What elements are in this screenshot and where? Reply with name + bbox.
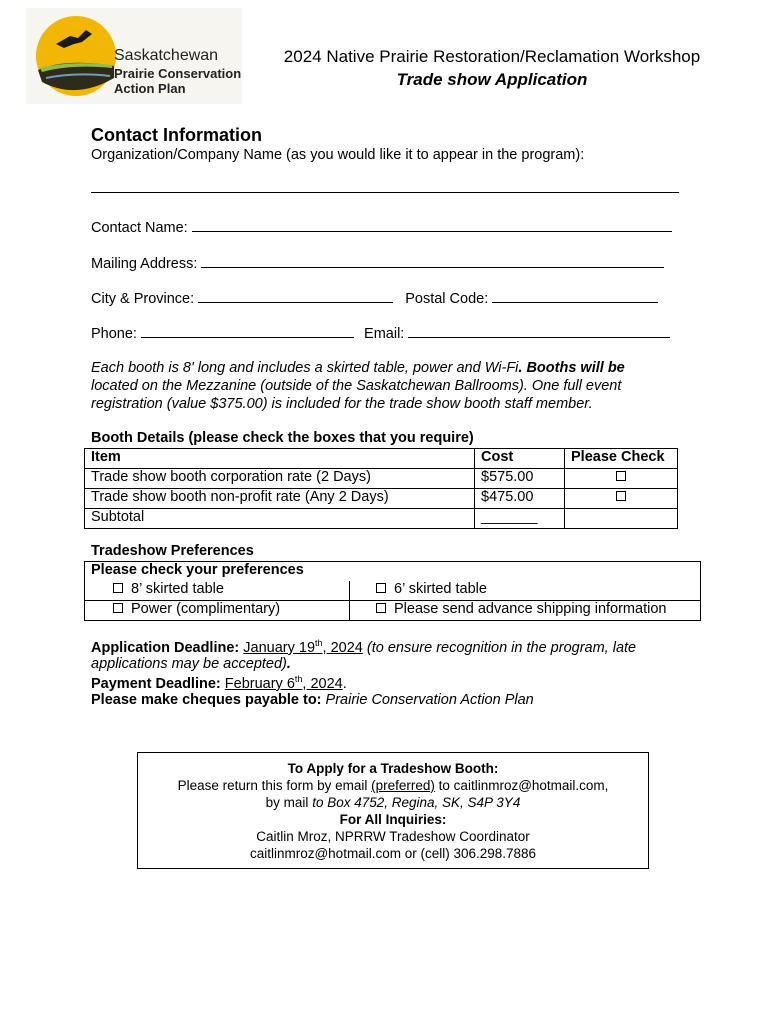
- apply-mail-line: by mail to Box 4752, Regina, SK, S4P 3Y4: [265, 795, 521, 810]
- mailing-address-field[interactable]: [201, 253, 664, 268]
- header-item: Item: [85, 449, 475, 469]
- mailing-address-label: Mailing Address:: [91, 256, 198, 272]
- contact-name-label: Contact Name:: [91, 220, 188, 236]
- preferences-table: [84, 561, 701, 621]
- email-field[interactable]: [408, 323, 670, 338]
- phone-label: Phone:: [91, 326, 137, 342]
- pref-item: 8’ skirted table: [85, 581, 350, 601]
- page-title: 2024 Native Prairie Restoration/Reclamation Workshop: [283, 47, 701, 66]
- pref-item: Power (complimentary): [85, 601, 350, 621]
- power-checkbox[interactable]: [113, 603, 123, 613]
- booth-note-line-2: located on the Mezzanine (outside of the Saskatchewan Ballrooms). One full event: [91, 378, 622, 394]
- coordinator-name: Caitlin Mroz, NPRRW Tradeshow Coordinator: [256, 829, 530, 844]
- booth-note-line-3: registration (value $375.00) is included for the trade show booth staff member.: [91, 396, 593, 412]
- postal-code-label: Postal Code:: [405, 291, 489, 307]
- subtotal-field[interactable]: _______: [475, 509, 565, 529]
- payment-deadline: Payment Deadline: February 6th, 2024.: [91, 674, 347, 692]
- preferences-header: Please check your preferences: [85, 562, 701, 582]
- subtotal-empty-cell: [565, 509, 678, 529]
- table-row: [85, 489, 678, 509]
- header-cost: Cost: [475, 449, 565, 469]
- booth-item: Trade show booth non-profit rate (Any 2 Days): [85, 489, 475, 509]
- application-deadline: Application Deadline: January 19th, 2024 (to ensure recognition in the program, late: [91, 638, 637, 656]
- non-profit-rate-checkbox[interactable]: [616, 491, 626, 501]
- booth-item: Trade show booth corporation rate (2 Days): [85, 469, 475, 489]
- apply-info-box: [137, 752, 649, 869]
- city-label: City & Province:: [91, 291, 195, 307]
- coordinator-contact: caitlinmroz@hotmail.com or (cell) 306.298.7886: [249, 846, 537, 861]
- skirted-6-checkbox[interactable]: [376, 583, 386, 593]
- table-row: [85, 469, 678, 489]
- booth-check-cell: [565, 489, 678, 509]
- apply-email-line: Please return this form by email (preferred) to caitlinmroz@hotmail.com,: [177, 778, 609, 793]
- booth-table-header: [85, 449, 678, 469]
- logo-text-saskatchewan: Saskatchewan: [114, 47, 219, 64]
- city-field[interactable]: [198, 288, 393, 303]
- booth-cost: $475.00: [475, 489, 565, 509]
- contact-heading: Contact Information: [91, 125, 262, 145]
- application-deadline-note: applications may be accepted).: [91, 656, 291, 672]
- email-label: Email:: [364, 326, 405, 342]
- contact-name-field[interactable]: [192, 217, 672, 232]
- subtotal-row: [85, 509, 678, 529]
- shipping-checkbox[interactable]: [376, 603, 386, 613]
- org-name-field[interactable]: [91, 192, 679, 193]
- skirted-8-checkbox[interactable]: [113, 583, 123, 593]
- corporation-rate-checkbox[interactable]: [616, 471, 626, 481]
- logo-text-action: Action Plan: [114, 81, 186, 96]
- phone-field[interactable]: [141, 323, 354, 338]
- inquiries-heading: For All Inquiries:: [339, 812, 447, 827]
- booth-note-line-1: Each booth is 8' long and includes a skirted table, power and Wi-Fi. Booths will be: [91, 360, 625, 376]
- page-subtitle: Trade show Application: [396, 70, 588, 89]
- pref-item: 6’ skirted table: [350, 581, 701, 601]
- subtotal-label: Subtotal: [85, 509, 475, 529]
- booth-cost: $575.00: [475, 469, 565, 489]
- cheque-payable: Please make cheques payable to: Prairie Conservation Action Plan: [91, 692, 534, 708]
- pref-item: Please send advance shipping information: [350, 601, 701, 621]
- postal-code-field[interactable]: [492, 288, 658, 303]
- apply-heading: To Apply for a Tradeshow Booth:: [287, 761, 499, 776]
- logo-text-prairie: Prairie Conservation: [114, 66, 242, 81]
- booth-check-cell: [565, 469, 678, 489]
- org-name-label: Organization/Company Name (as you would like it to appear in the program):: [91, 147, 585, 163]
- booth-details-caption: Booth Details (please check the boxes that you require): [91, 430, 474, 446]
- preferences-caption: Tradeshow Preferences: [91, 543, 254, 559]
- header-please-check: Please Check: [565, 449, 678, 469]
- booth-table: [84, 448, 678, 529]
